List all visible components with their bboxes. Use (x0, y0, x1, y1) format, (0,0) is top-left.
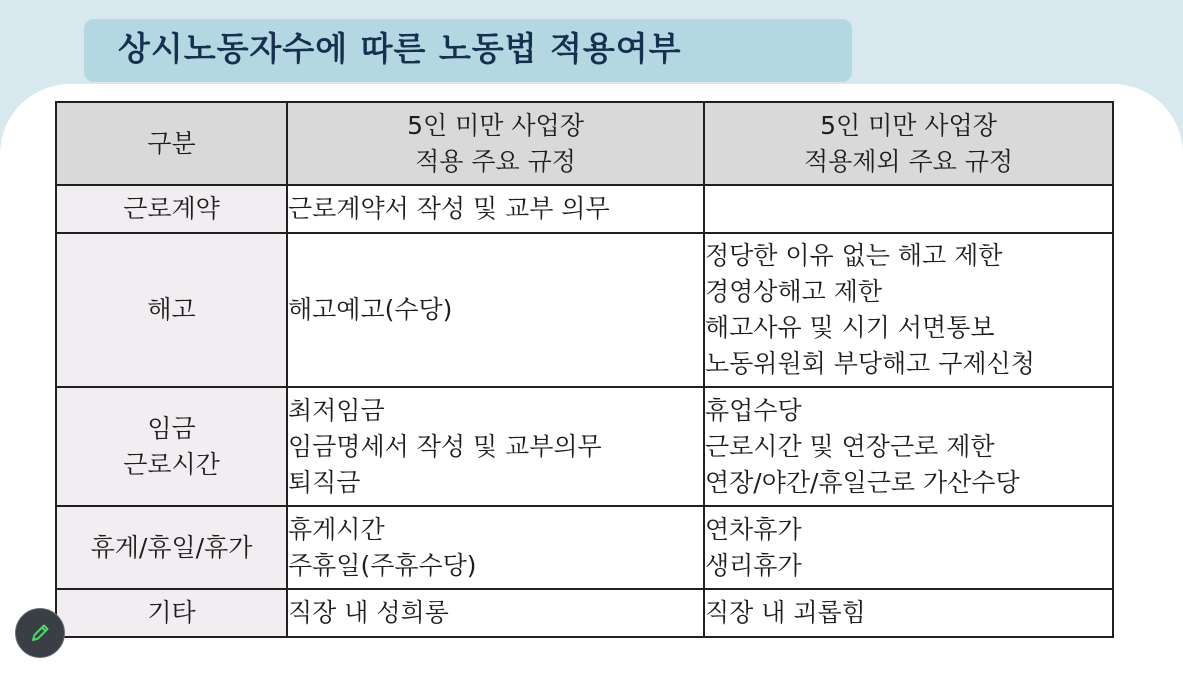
row-excluded: 정당한 이유 없는 해고 제한 경영상해고 제한 해고사유 및 시기 서면통보 노동위원회 부당해고 구제신청 (704, 233, 1113, 387)
row-category: 휴게/휴일/휴가 (56, 506, 287, 589)
table-row (56, 506, 1113, 589)
row-excluded: 연차휴가 생리휴가 (704, 506, 1113, 589)
header-applied: 5인 미만 사업장 적용 주요 규정 (287, 102, 704, 185)
header-category: 구분 (56, 102, 287, 185)
row-category: 임금 근로시간 (56, 387, 287, 506)
table-row (56, 233, 1113, 387)
header-row (56, 102, 1113, 185)
row-excluded: 직장 내 괴롭힘 (704, 589, 1113, 637)
page-title: 상시노동자수에 따른 노동법 적용여부 (118, 29, 682, 68)
table-row (56, 589, 1113, 637)
table-row (56, 387, 1113, 506)
row-applied: 직장 내 성희롱 (287, 589, 704, 637)
labor-law-table (55, 101, 1114, 638)
row-applied: 최저임금 임금명세서 작성 및 교부의무 퇴직금 (287, 387, 704, 506)
row-category: 해고 (56, 233, 287, 387)
table-row (56, 185, 1113, 233)
row-applied: 해고예고(수당) (287, 233, 704, 387)
row-excluded: 휴업수당 근로시간 및 연장근로 제한 연장/야간/휴일근로 가산수당 (704, 387, 1113, 506)
title-banner (84, 19, 852, 82)
row-applied: 근로계약서 작성 및 교부 의무 (287, 185, 704, 233)
header-excluded: 5인 미만 사업장 적용제외 주요 규정 (704, 102, 1113, 185)
row-excluded (704, 185, 1113, 233)
row-applied: 휴게시간 주휴일(주휴수당) (287, 506, 704, 589)
edit-button[interactable] (15, 608, 65, 658)
row-category: 기타 (56, 589, 287, 637)
row-category: 근로계약 (56, 185, 287, 233)
